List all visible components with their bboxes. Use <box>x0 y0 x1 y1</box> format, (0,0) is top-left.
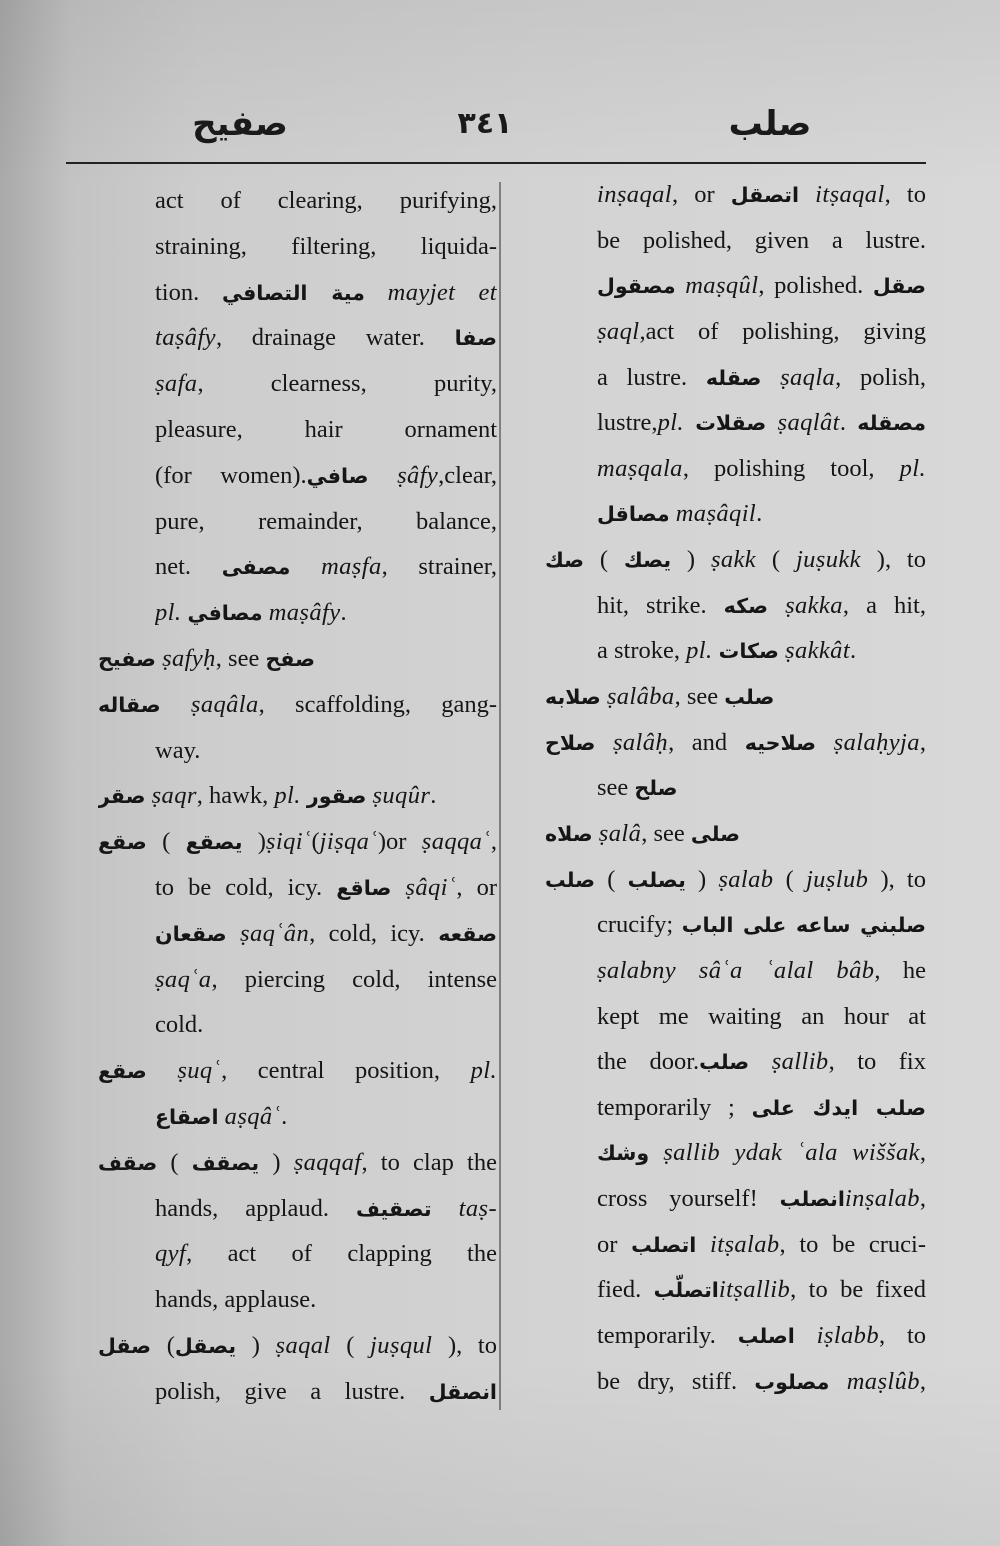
gloss-text: temporarily. <box>597 1322 738 1350</box>
gloss-text: polish, give a lustre. <box>155 1377 429 1405</box>
entry-line <box>597 309 926 355</box>
gloss-text: , act of clapping the <box>186 1240 497 1268</box>
entry-line <box>597 355 926 401</box>
entry-line <box>155 407 497 453</box>
arabic-word: مصاقل <box>597 502 670 527</box>
arabic-word: مصقله <box>857 411 926 436</box>
gloss-text: ( <box>595 865 628 893</box>
arabic-word: صقله <box>705 365 762 390</box>
gloss-text: , to fix <box>828 1048 926 1076</box>
entry-line <box>155 224 497 270</box>
arabic-word: مصقول <box>597 274 676 299</box>
gloss-text: , polishing tool, <box>682 454 900 482</box>
right-column <box>545 172 926 1404</box>
gloss-text: ) <box>259 1148 294 1176</box>
entry-line <box>155 453 497 499</box>
gloss-text: net. <box>155 553 222 581</box>
entry-line <box>155 315 497 361</box>
entry-line <box>597 1313 926 1359</box>
gloss-text <box>795 1322 817 1349</box>
gloss-text: , <box>490 828 497 856</box>
gloss-text <box>696 1231 710 1258</box>
gloss-text <box>829 1368 846 1395</box>
arabic-word: صلب ايدك على <box>751 1095 926 1120</box>
gloss-text: , a hit, <box>842 591 926 619</box>
entry-line <box>155 544 497 590</box>
gloss-text: ) <box>236 1331 276 1359</box>
arabic-word: صلابه <box>545 685 601 710</box>
gloss-text: crucify; <box>597 911 682 939</box>
gloss-text: to be cold, icy. <box>155 873 337 901</box>
entry-line <box>597 1039 926 1085</box>
arabic-word: صقل <box>98 1333 152 1358</box>
gloss-text <box>161 691 191 718</box>
italic-term: ṣaqqaʿ <box>421 828 491 856</box>
entry-line <box>597 1222 926 1268</box>
gloss-text <box>391 874 405 901</box>
italic-term: ṣaqr <box>151 782 197 810</box>
gloss-text: tion. <box>155 278 222 306</box>
italic-term: juṣlub <box>805 865 869 893</box>
header-rule <box>66 162 926 164</box>
running-head-right: صلب <box>728 104 812 144</box>
italic-term: ṣalab <box>718 865 774 893</box>
italic-term: mayjet et <box>387 278 497 306</box>
entry-line <box>597 263 926 309</box>
entry-line <box>597 1176 926 1222</box>
entry-line <box>155 361 497 407</box>
arabic-word: يصك <box>623 548 672 573</box>
dictionary-entry <box>98 636 497 682</box>
italic-term: ṣalâḥ <box>612 728 669 756</box>
gloss-text: a stroke, <box>597 637 687 665</box>
gloss-text: ,act of polishing, giving <box>639 317 926 345</box>
arabic-word: انصقل <box>428 1379 497 1404</box>
italic-term: maṣqala <box>597 454 683 482</box>
entry-line <box>98 773 497 819</box>
gloss-text <box>676 272 686 299</box>
gloss-text: , polish, <box>835 363 926 391</box>
arabic-word: صقور <box>306 784 367 809</box>
arabic-word: صفح <box>265 646 315 671</box>
gloss-text: ( <box>311 828 320 856</box>
gloss-text <box>799 181 815 208</box>
gloss-text: ) <box>685 865 719 893</box>
dictionary-entry <box>98 682 497 774</box>
gloss-text: . <box>281 1102 288 1130</box>
gloss-text: ( <box>157 1148 192 1176</box>
entry-line <box>597 765 926 811</box>
dictionary-entry <box>98 773 497 819</box>
italic-term: ṣâqiʿ <box>405 873 457 901</box>
italic-term: ṣuqʿ <box>177 1057 222 1085</box>
entry-line <box>545 674 926 720</box>
dictionary-entry <box>597 172 926 537</box>
gloss-text: ( <box>584 546 624 574</box>
gloss-text: . <box>839 409 858 437</box>
italic-term: maṣâfy <box>268 599 341 627</box>
arabic-word: اتصقل <box>730 183 800 207</box>
italic-term: maṣqûl <box>685 272 759 300</box>
arabic-word: صفيح <box>98 646 156 671</box>
entry-line <box>98 1140 497 1186</box>
italic-term: ṣaqal <box>275 1331 331 1359</box>
entry-line <box>155 590 497 636</box>
italic-term: juṣqul <box>370 1331 433 1359</box>
arabic-word: انصلب <box>779 1187 845 1212</box>
arabic-word: اتصلب <box>631 1232 697 1257</box>
page-number: ٣٤١ <box>457 106 513 141</box>
left-column <box>98 178 497 1415</box>
italic-term: qyf <box>155 1240 187 1268</box>
entry-line <box>597 400 926 446</box>
italic-term: itṣaqal <box>815 181 885 208</box>
entry-line <box>155 499 497 545</box>
arabic-word: صلب <box>699 1050 750 1075</box>
entry-line <box>155 1369 497 1415</box>
gloss-text <box>649 1139 663 1166</box>
arabic-word: مية التصافي <box>222 280 365 305</box>
italic-term: ṣafa <box>155 370 198 398</box>
gloss-text <box>684 409 695 436</box>
gloss-text <box>766 409 777 436</box>
gloss-text: hands, applaud. <box>155 1194 356 1222</box>
gloss-text: ) <box>242 828 266 856</box>
dictionary-entry <box>545 537 926 674</box>
arabic-word: صلح <box>634 776 678 801</box>
gloss-text <box>749 1048 772 1075</box>
gloss-text: pure, remainder, balance, <box>155 507 497 535</box>
gloss-text: , <box>919 1185 926 1213</box>
italic-term: pl. <box>470 1057 497 1085</box>
dictionary-entry <box>98 819 497 1048</box>
gloss-text <box>595 729 613 756</box>
gloss-text: ( <box>773 865 806 893</box>
gloss-text <box>768 592 785 619</box>
entry-line <box>597 583 926 629</box>
arabic-word: صك <box>545 548 585 573</box>
entry-line <box>597 948 926 994</box>
arabic-word: صقع <box>98 830 147 855</box>
gloss-text: , he <box>874 956 926 984</box>
italic-term: ṣafyḥ <box>162 644 216 672</box>
italic-term: ṣakk <box>710 546 757 574</box>
entry-line <box>597 1085 926 1131</box>
gloss-text: , strainer, <box>381 553 497 581</box>
gloss-text: or <box>597 1230 632 1258</box>
entry-line <box>155 270 497 316</box>
gloss-text <box>761 364 780 391</box>
entry-line <box>597 994 926 1040</box>
arabic-word: مصفى <box>221 555 291 580</box>
italic-term: pl. <box>899 454 926 482</box>
entry-line <box>597 1359 926 1405</box>
gloss-text: hands, applause. <box>155 1286 317 1314</box>
arabic-word: صلى <box>690 821 741 846</box>
gloss-text: (for women). <box>155 461 307 489</box>
gloss-text <box>365 279 388 306</box>
arabic-word: صاقع <box>336 875 392 900</box>
gloss-text: , and <box>668 728 745 756</box>
italic-term: inṣaqal <box>597 181 672 208</box>
italic-term: ṣakka <box>785 591 843 619</box>
dictionary-entry <box>98 1048 497 1140</box>
gloss-text: way. <box>155 736 201 764</box>
gloss-text <box>816 729 834 756</box>
gloss-text: the door. <box>597 1048 700 1076</box>
entry-line <box>597 491 926 537</box>
gloss-text: kept me waiting an hour at <box>597 1002 926 1030</box>
gloss-text: , central position, <box>221 1057 471 1085</box>
italic-term: aṣqâʿ <box>224 1102 282 1130</box>
gloss-text: , clearness, purity, <box>197 370 497 398</box>
gloss-text: , <box>919 728 926 756</box>
entry-line <box>98 682 497 728</box>
arabic-word: اصلب <box>737 1324 795 1349</box>
entry-line <box>597 218 926 264</box>
italic-term: ṣaqqaf <box>293 1148 362 1176</box>
gloss-text: . <box>850 637 857 665</box>
arabic-word: صلاح <box>545 730 596 755</box>
entry-line <box>545 857 926 903</box>
entry-line <box>155 911 497 957</box>
gloss-text: ( <box>146 828 186 856</box>
arabic-word: صقل <box>872 274 926 299</box>
gloss-text: , to <box>878 1322 926 1350</box>
italic-term: ṣaqlât <box>777 409 840 437</box>
arabic-word: صافي <box>306 463 369 488</box>
gloss-text: cross yourself! <box>597 1185 780 1213</box>
arabic-word: اصقاع <box>155 1104 219 1129</box>
gloss-text: , drainage water. <box>215 324 455 352</box>
italic-term: ṣaqʿân <box>240 919 310 947</box>
italic-term: ṣâfy <box>397 461 439 489</box>
gloss-text: be polished, given a lustre. <box>597 226 926 254</box>
italic-term: ṣaqâla <box>190 690 259 718</box>
gloss-text: ), to <box>860 546 926 574</box>
italic-term: ṣiqiʿ <box>265 828 312 856</box>
entry-line <box>545 537 926 583</box>
gloss-text: , hawk, <box>196 782 275 810</box>
gloss-text: , cold, icy. <box>309 919 439 947</box>
italic-term: ṣalabny sâʿa ʿalal bâb <box>597 956 875 984</box>
arabic-word: اتصلّب <box>653 1278 719 1303</box>
arabic-word: صلاه <box>545 821 593 846</box>
gloss-text: ( <box>756 546 796 574</box>
arabic-word: يصقع <box>185 830 243 855</box>
arabic-word: صقر <box>98 784 146 809</box>
entry-line <box>155 178 497 224</box>
gloss-text: , polished. <box>758 272 873 300</box>
italic-term: ṣaql <box>597 317 640 345</box>
gloss-text: , see <box>215 644 266 672</box>
entry-line <box>597 1267 926 1313</box>
arabic-word: صلب <box>724 685 775 710</box>
italic-term: maṣâqil <box>675 500 757 528</box>
gloss-text: . <box>756 500 763 528</box>
dictionary-entry <box>545 811 926 857</box>
gloss-text <box>290 553 321 580</box>
dictionary-entry <box>155 178 497 636</box>
italic-term: taṣ- <box>458 1194 497 1222</box>
italic-term: ṣalâ <box>598 819 642 847</box>
gloss-text: hit, strike. <box>597 591 724 619</box>
gloss-text: pleasure, hair ornament <box>155 415 497 443</box>
italic-term: pl. <box>686 637 713 665</box>
gloss-text: , or <box>671 181 731 208</box>
gloss-text: straining, filtering, liquida- <box>155 232 497 260</box>
gloss-text: act of clearing, purifying, <box>155 187 497 214</box>
gloss-text <box>147 1057 178 1084</box>
entry-line <box>597 172 926 218</box>
arabic-word: يصلب <box>627 867 686 892</box>
arabic-word: يصقل <box>174 1333 237 1358</box>
dictionary-entry <box>98 1140 497 1323</box>
gloss-text: ), to <box>868 865 926 893</box>
entry-line <box>155 1277 497 1323</box>
dictionary-entry <box>545 857 926 1405</box>
italic-term: itṣalab <box>710 1230 780 1258</box>
gloss-text: ( <box>151 1331 175 1359</box>
gloss-text: , to be fixed <box>790 1276 926 1304</box>
italic-term: taṣâfy <box>155 324 216 352</box>
italic-term: ṣakkât <box>785 637 851 665</box>
gloss-text: , see <box>641 819 691 847</box>
gloss-text: , to clap the <box>361 1148 497 1176</box>
italic-term: ṣaqla <box>780 363 836 391</box>
entry-line <box>155 1231 497 1277</box>
italic-term: ṣaqʿa <box>155 965 212 993</box>
entry-line <box>597 1130 926 1176</box>
gloss-text: . <box>340 599 347 627</box>
arabic-word: صقعان <box>155 921 227 946</box>
gloss-text: , piercing cold, intense <box>211 965 497 993</box>
dictionary-entry <box>98 1323 497 1415</box>
gloss-text: , scaffolding, gang- <box>258 690 497 718</box>
running-head-left: صفيح <box>192 104 288 144</box>
arabic-word: تصقيف <box>355 1196 432 1221</box>
gloss-text <box>369 462 398 489</box>
italic-term: pl. <box>155 599 182 627</box>
gloss-text <box>227 920 240 947</box>
arabic-word: صقلات <box>695 411 767 436</box>
italic-term: iṣlabb <box>816 1322 879 1350</box>
arabic-word: صكه <box>723 593 769 618</box>
entry-line <box>155 865 497 911</box>
arabic-word: صقعه <box>438 921 497 946</box>
italic-term: juṣukk <box>795 546 861 574</box>
entry-line <box>98 819 497 865</box>
entry-line <box>155 1186 497 1232</box>
entry-line <box>597 628 926 674</box>
arabic-word: صكات <box>718 639 779 664</box>
dictionary-entry <box>545 674 926 720</box>
arabic-word: مصلوب <box>754 1369 830 1394</box>
gloss-text: , <box>919 1367 926 1395</box>
entry-line <box>98 1323 497 1369</box>
italic-term: jiṣqaʿ <box>319 828 378 856</box>
entry-line <box>545 811 926 857</box>
column-divider <box>499 182 501 1410</box>
italic-term: ṣallib ydak ʿala wiššak <box>663 1139 920 1167</box>
italic-term: pl. <box>274 782 301 810</box>
entry-line <box>597 902 926 948</box>
italic-term: pl. <box>657 409 684 437</box>
gloss-text <box>432 1195 459 1222</box>
entry-line <box>98 636 497 682</box>
italic-term: inṣalab <box>844 1185 920 1213</box>
arabic-word: صقف <box>98 1150 158 1175</box>
gloss-text: ), to <box>432 1331 497 1359</box>
arabic-word: صلاحيه <box>744 730 817 755</box>
gloss-text: ,clear, <box>438 461 497 489</box>
entry-line <box>155 1002 497 1048</box>
arabic-word: يصقف <box>191 1150 260 1175</box>
arabic-word: صلب <box>545 867 596 892</box>
arabic-word: وشك <box>597 1141 650 1166</box>
gloss-text: ( <box>330 1331 371 1359</box>
gloss-text: , <box>919 1139 926 1167</box>
arabic-word: صفا <box>454 326 497 351</box>
italic-term: ṣallib <box>771 1048 829 1076</box>
gloss-text: lustre, <box>597 409 658 437</box>
entry-line <box>155 728 497 774</box>
entry-line <box>155 1094 497 1140</box>
gloss-text: see <box>597 774 635 802</box>
italic-term: itṣallib <box>718 1276 791 1304</box>
gloss-text: temporarily ; <box>597 1093 752 1121</box>
gloss-text: . <box>430 782 437 810</box>
italic-term: maṣlûb <box>846 1367 920 1395</box>
gloss-text: fied. <box>597 1276 654 1304</box>
entry-line <box>98 1048 497 1094</box>
entry-line <box>155 957 497 1003</box>
gloss-text: a lustre. <box>597 363 706 391</box>
arabic-word: مصافي <box>187 601 263 626</box>
entry-line <box>597 446 926 492</box>
gloss-text: ) <box>671 546 711 574</box>
arabic-word: صلبني ساعه على الباب <box>681 913 926 938</box>
italic-term: maṣfa <box>321 553 382 581</box>
italic-term: ṣuqûr <box>372 782 431 810</box>
italic-term: ṣalaḥyja <box>833 728 920 756</box>
gloss-text: , or <box>456 873 497 901</box>
entry-line <box>545 720 926 766</box>
arabic-word: صقع <box>98 1059 147 1084</box>
dictionary-entry <box>545 720 926 811</box>
gloss-text: be dry, stiff. <box>597 1367 755 1395</box>
gloss-text: , to be cruci- <box>779 1230 926 1258</box>
gloss-text: , to <box>884 181 926 208</box>
gloss-text: cold. <box>155 1011 204 1039</box>
gloss-text: )or <box>377 828 422 856</box>
arabic-word: صقاله <box>98 692 161 717</box>
gloss-text: , see <box>674 683 725 711</box>
italic-term: ṣalâba <box>606 683 675 711</box>
